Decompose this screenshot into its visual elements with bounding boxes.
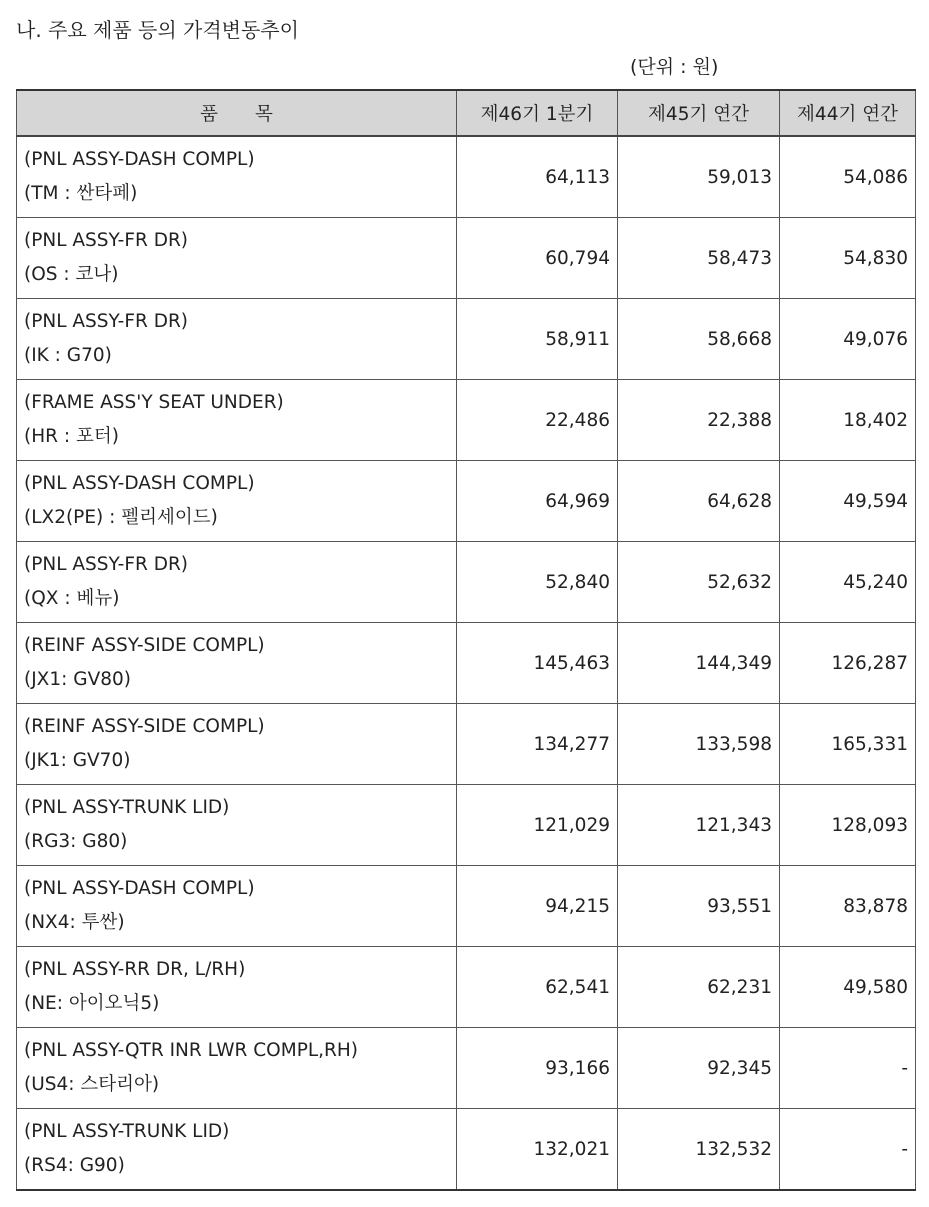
price-y44-cell: 45,240 [780,542,916,623]
part-name: (PNL ASSY-FR DR) [24,554,189,575]
part-name: (PNL ASSY-DASH COMPL) [24,149,255,170]
table-row [17,380,916,461]
part-name: (REINF ASSY-SIDE COMPL) [24,635,265,656]
vehicle-model: (NE: 아이오닉5) [24,993,160,1014]
price-y44-cell: 54,086 [780,136,916,218]
price-y45-cell: 132,532 [618,1109,780,1191]
vehicle-model: (RG3: G80) [24,831,128,852]
price-y44-cell: 18,402 [780,380,916,461]
table-row [17,136,916,218]
price-y45-cell: 58,473 [618,218,780,299]
vehicle-model: (OS : 코나) [24,264,119,285]
price-q46-cell: 22,486 [457,380,618,461]
price-y44-cell: 54,830 [780,218,916,299]
item-cell [17,785,457,866]
price-y45-cell: 62,231 [618,947,780,1028]
part-name: (PNL ASSY-RR DR, L/RH) [24,959,246,980]
item-cell [17,299,457,380]
price-q46-cell: 94,215 [457,866,618,947]
part-name: (PNL ASSY-DASH COMPL) [24,878,255,899]
table-header-row [17,90,916,136]
price-q46-cell: 145,463 [457,623,618,704]
item-cell [17,136,457,218]
price-y44-cell: 49,594 [780,461,916,542]
price-q46-cell: 134,277 [457,704,618,785]
item-cell [17,1028,457,1109]
price-q46-cell: 60,794 [457,218,618,299]
header-q46: 제46기 1분기 [457,90,618,136]
item-cell [17,947,457,1028]
part-name: (PNL ASSY-DASH COMPL) [24,473,255,494]
vehicle-model: (JK1: GV70) [24,750,131,771]
price-y45-cell: 22,388 [618,380,780,461]
table-row [17,461,916,542]
part-name: (REINF ASSY-SIDE COMPL) [24,716,265,737]
vehicle-model: (TM : 싼타페) [24,183,138,204]
table-row [17,866,916,947]
table-row [17,299,916,380]
vehicle-model: (RS4: G90) [24,1155,125,1176]
price-y45-cell: 133,598 [618,704,780,785]
section-heading: 나. 주요 제품 등의 가격변동추이 [16,18,299,42]
table-row [17,785,916,866]
vehicle-model: (HR : 포터) [24,426,119,447]
price-y45-cell: 92,345 [618,1028,780,1109]
price-y44-cell: - [780,1109,916,1191]
price-y44-cell: 165,331 [780,704,916,785]
price-q46-cell: 93,166 [457,1028,618,1109]
item-cell [17,542,457,623]
vehicle-model: (US4: 스타리아) [24,1074,160,1095]
price-y44-cell: 83,878 [780,866,916,947]
price-y44-cell: 49,076 [780,299,916,380]
item-cell [17,623,457,704]
table-row [17,704,916,785]
price-q46-cell: 64,113 [457,136,618,218]
part-name: (PNL ASSY-TRUNK LID) [24,1121,230,1142]
header-y44: 제44기 연간 [780,90,916,136]
unit-note: (단위 : 원) [630,56,719,78]
table-row [17,542,916,623]
table-row [17,1028,916,1109]
part-name: (PNL ASSY-FR DR) [24,230,189,251]
vehicle-model: (NX4: 투싼) [24,912,125,933]
table-row [17,218,916,299]
vehicle-model: (QX : 베뉴) [24,588,120,609]
price-y45-cell: 121,343 [618,785,780,866]
price-q46-cell: 132,021 [457,1109,618,1191]
part-name: (PNL ASSY-QTR INR LWR COMPL,RH) [24,1040,359,1061]
item-cell [17,1109,457,1191]
price-y45-cell: 144,349 [618,623,780,704]
price-y44-cell: 126,287 [780,623,916,704]
table-row [17,1109,916,1191]
part-name: (FRAME ASS'Y SEAT UNDER) [24,392,284,413]
part-name: (PNL ASSY-TRUNK LID) [24,797,230,818]
price-q46-cell: 58,911 [457,299,618,380]
item-cell [17,461,457,542]
price-y45-cell: 59,013 [618,136,780,218]
item-cell [17,218,457,299]
part-name: (PNL ASSY-FR DR) [24,311,189,332]
vehicle-model: (LX2(PE) : 펠리세이드) [24,507,218,528]
price-y44-cell: - [780,1028,916,1109]
price-y45-cell: 64,628 [618,461,780,542]
price-y44-cell: 128,093 [780,785,916,866]
price-y45-cell: 58,668 [618,299,780,380]
vehicle-model: (JX1: GV80) [24,669,131,690]
price-y45-cell: 93,551 [618,866,780,947]
price-y45-cell: 52,632 [618,542,780,623]
header-item: 품 목 [17,90,457,136]
vehicle-model: (IK : G70) [24,345,112,366]
price-trend-table [16,89,916,1191]
price-q46-cell: 64,969 [457,461,618,542]
item-cell [17,704,457,785]
item-cell [17,866,457,947]
price-q46-cell: 121,029 [457,785,618,866]
table-row [17,623,916,704]
table-row [17,947,916,1028]
item-cell [17,380,457,461]
header-y45: 제45기 연간 [618,90,780,136]
price-y44-cell: 49,580 [780,947,916,1028]
price-q46-cell: 52,840 [457,542,618,623]
price-q46-cell: 62,541 [457,947,618,1028]
